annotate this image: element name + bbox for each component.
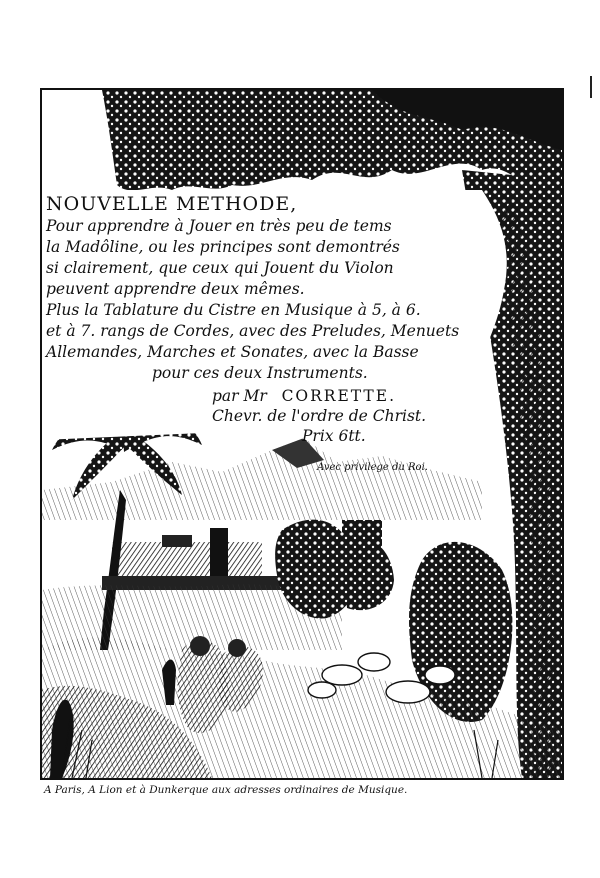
title-line-7: Allemandes, Marches et Sonates, avec la Basse <box>46 343 419 361</box>
main-title: NOUVELLE METHODE, <box>46 193 298 215</box>
page-edge-mark <box>590 76 592 98</box>
title-line-6: et à 7. rangs de Cordes, avec des Preludes, Menuets <box>46 322 460 340</box>
title-line-3: si clairement, que ceux qui Jouent du Violon <box>46 259 394 277</box>
author-order: Chevr. de l'ordre de Christ. <box>212 407 427 425</box>
title-line-8: pour ces deux Instruments. <box>152 364 368 382</box>
title-block <box>46 194 486 384</box>
author-name: CORRETTE. <box>281 387 396 405</box>
author-prefix: par Mr <box>212 387 267 405</box>
title-line-5: Plus la Tablature du Cistre en Musique à 5, à 6. <box>46 301 421 319</box>
engraved-plate <box>40 88 564 780</box>
price: Prix 6tt. <box>302 427 366 445</box>
royal-privilege: Avec privilege du Roi. <box>317 462 428 473</box>
title-line-2: la Madôline, ou les principes sont demontrés <box>46 238 400 256</box>
imprint-line: A Paris, A Lion et à Dunkerque aux adresses ordinaires de Musique. <box>44 784 408 796</box>
title-line-1: Pour apprendre à Jouer en très peu de tems <box>46 217 392 235</box>
title-line-4: peuvent apprendre deux mêmes. <box>46 280 305 298</box>
author-block <box>212 386 426 446</box>
